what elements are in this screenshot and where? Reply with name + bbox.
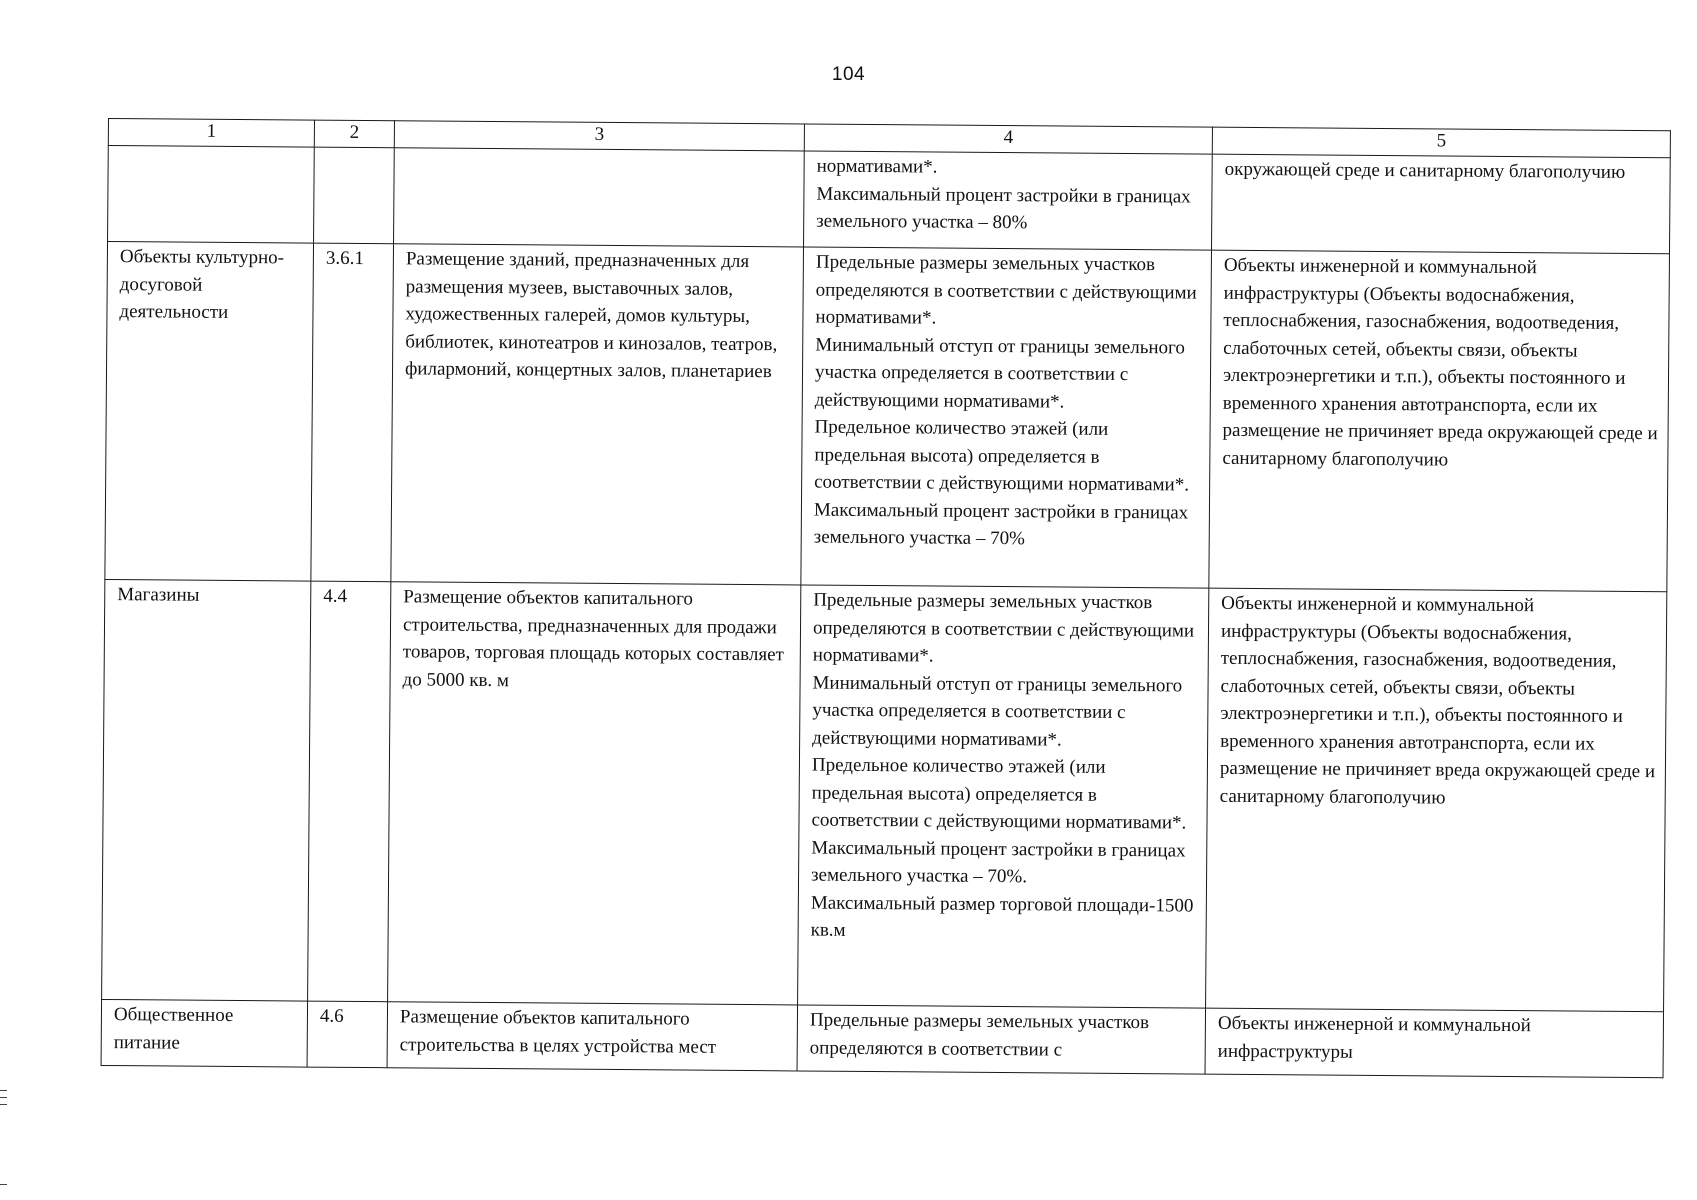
- cell-auxiliary: Объекты инженерной и коммунальной инфраструктуры (Объекты водоснабжения, теплоснабжения, газоснабжения, водоотведения, слаботочных сетей, объекты связи, объекты электроэнергетики и т.п.), объекты постоянного и временного хранения автотранспорта, если их размещение не причиняет вреда окружающей среде и санитарному благополучию: [1209, 250, 1670, 592]
- cell-parameters: нормативами*. Максимальный процент застройки в границах земельного участка – 80%: [804, 151, 1213, 250]
- margin-mark: [0, 1104, 7, 1105]
- cell-auxiliary: окружающей среде и санитарному благополучию: [1211, 154, 1670, 254]
- cell-auxiliary: Объекты инженерной и коммунальной инфраструктуры: [1205, 1008, 1664, 1078]
- cell-parameters: Предельные размеры земельных участков определяются в соответствии с действующими нормативами*. Минимальный отступ от границы земельного участка определяется в соответствии с действующими нормативами*. Предельное количество этажей (или предельная высота) определяется в соответствии с действующими нормативами*. Максимальный процент застройки в границах земельного участка – 70%. Максимальный размер торговой площади-1500 кв.м: [798, 585, 1209, 1008]
- cell-code: 3.6.1: [311, 243, 394, 582]
- cell-parameters: Предельные размеры земельных участков определяются в соответствии с: [797, 1005, 1206, 1074]
- table-row: [105, 242, 1670, 592]
- cell-code: 4.6: [307, 1001, 388, 1068]
- column-header-4: 4: [804, 124, 1212, 154]
- land-use-table: [101, 118, 1671, 1078]
- cell-description: Размещение объектов капитального строительства в целях устройства мест: [387, 1002, 798, 1071]
- column-header-5: 5: [1212, 127, 1670, 158]
- table-row: [101, 999, 1663, 1077]
- cell-description: Размещение зданий, предназначенных для размещения музеев, выставочных залов, художественных галерей, домов культуры, библиотек, кинотеатров и кинозалов, театров, филармоний, концертных залов, планетариев: [391, 244, 804, 585]
- cell-auxiliary: Объекты инженерной и коммунальной инфраструктуры (Объекты водоснабжения, теплоснабжения, газоснабжения, водоотведения, слаботочных сетей, объекты связи, объекты электроэнергетики и т.п.), объекты постоянного и временного хранения автотранспорта, если их размещение не причиняет вреда окружающей среде и санитарному благополучию: [1206, 588, 1667, 1012]
- margin-mark: [0, 1090, 7, 1091]
- cell-name: Магазины: [102, 579, 311, 1001]
- margin-mark: [0, 1184, 7, 1185]
- cell-name: [108, 146, 315, 244]
- cell-code: 4.4: [308, 581, 391, 1002]
- cell-description: Размещение объектов капитального строительства, предназначенных для продажи товаров, торговая площадь которых составляет до 5000 кв. м: [388, 582, 801, 1005]
- column-header-3: 3: [394, 121, 804, 151]
- cell-name: Общественное питание: [101, 999, 308, 1067]
- margin-mark: [0, 1097, 7, 1098]
- cell-name: Объекты культурно-досуговой деятельности: [105, 242, 314, 582]
- column-header-1: 1: [108, 119, 314, 148]
- column-header-2: 2: [314, 120, 394, 148]
- page-number: 104: [831, 64, 866, 85]
- table-row: [108, 146, 1671, 254]
- table-row: [102, 579, 1667, 1011]
- cell-code: [314, 147, 395, 244]
- cell-description: [394, 148, 805, 247]
- cell-parameters: Предельные размеры земельных участков определяются в соответствии с действующими нормативами*. Минимальный отступ от границы земельного участка определяется в соответствии с действующими нормативами*. Предельное количество этажей (или предельная высота) определяется в соответствии с действующими нормативами*. Максимальный процент застройки в границах земельного участка – 70%: [801, 247, 1212, 588]
